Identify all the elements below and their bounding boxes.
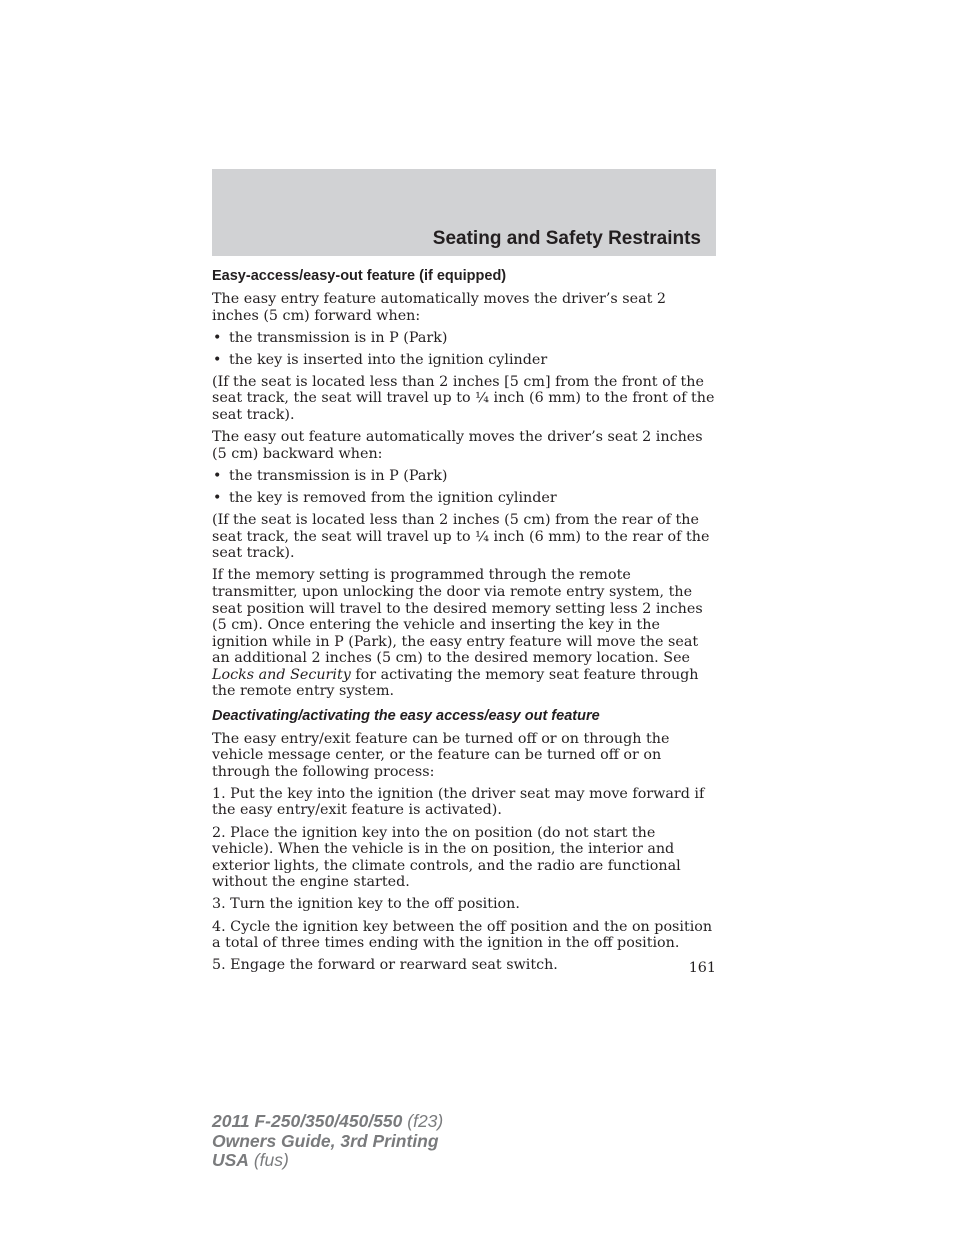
bullet-icon: • [213,489,222,506]
step-1: 1. Put the key into the ignition (the driver seat may move forward if the easy entry/exit feature is activated). [212,785,705,819]
footer-line-guide: Owners Guide, 3rd Printing [212,1130,439,1151]
step-2: 2. Place the ignition key into the on position (do not start the vehicle). When the vehicle is in the on position, the interior and exterior lights, the climate controls, and the radio are functional without the engine started. [212,824,681,891]
bullet-item: • the transmission is in P (Park) [213,467,448,484]
step-5: 5. Engage the forward or rearward seat switch. [212,957,558,974]
section-title: Seating and Safety Restraints [432,228,701,249]
step-4: 4. Cycle the ignition key between the off position and the on position a total of three times ending with the ignition in the off position. [212,918,713,952]
bullet-icon: • [213,351,222,368]
bullet-item: • the key is removed from the ignition cylinder [213,489,557,506]
footer-line-model: 2011 F-250/350/450/550 (f23) [212,1111,444,1131]
paragraph: (If the seat is located less than 2 inches (5 cm) from the rear of the seat track, the seat will travel up to ¼ inch (6 mm) to the rear of the seat track). [212,512,710,562]
footer-line-market: USA (fus) [212,1150,289,1170]
page-content [212,266,716,979]
heading-easy-access: Easy-access/easy-out feature (if equipped) [212,268,507,284]
bullet-icon: • [213,329,222,346]
cross-reference-locks-and-security: Locks and Security [212,666,351,683]
paragraph: The easy out feature automatically moves the driver’s seat 2 inches (5 cm) backward when: [212,429,703,462]
paragraph: The easy entry/exit feature can be turned off or on through the vehicle message center, or the feature can be turned off or on through the following process: [212,730,670,780]
paragraph: The easy entry feature automatically moves the driver’s seat 2 inches (5 cm) forward when: [212,291,667,324]
heading-deactivating: Deactivating/activating the easy access/easy out feature [212,707,600,724]
paragraph-memory: If the memory setting is programmed through the remote transmitter, upon unlocking the door via remote entry system, the seat position will travel to the desired memory setting less 2 inches (5 cm). Once entering the vehicle and inserting the key in the ignition while in P (Park), the easy entry feature will move the seat an additional 2 inches (5 cm) to the desired memory location. See Locks and Security for activating the memory seat feature through the remote entry system. [212,567,703,700]
page-number: 161 [688,960,716,976]
bullet-icon: • [213,467,222,484]
document-footer [212,1112,443,1171]
step-3: 3. Turn the ignition key to the off position. [212,896,520,913]
paragraph: (If the seat is located less than 2 inches [5 cm] from the front of the seat track, the seat will travel up to ¼ inch (6 mm) to the front of the seat track). [212,373,715,424]
bullet-item: • the key is inserted into the ignition cylinder [213,351,548,368]
section-header-band [212,169,716,256]
bullet-item: • the transmission is in P (Park) [213,329,448,346]
